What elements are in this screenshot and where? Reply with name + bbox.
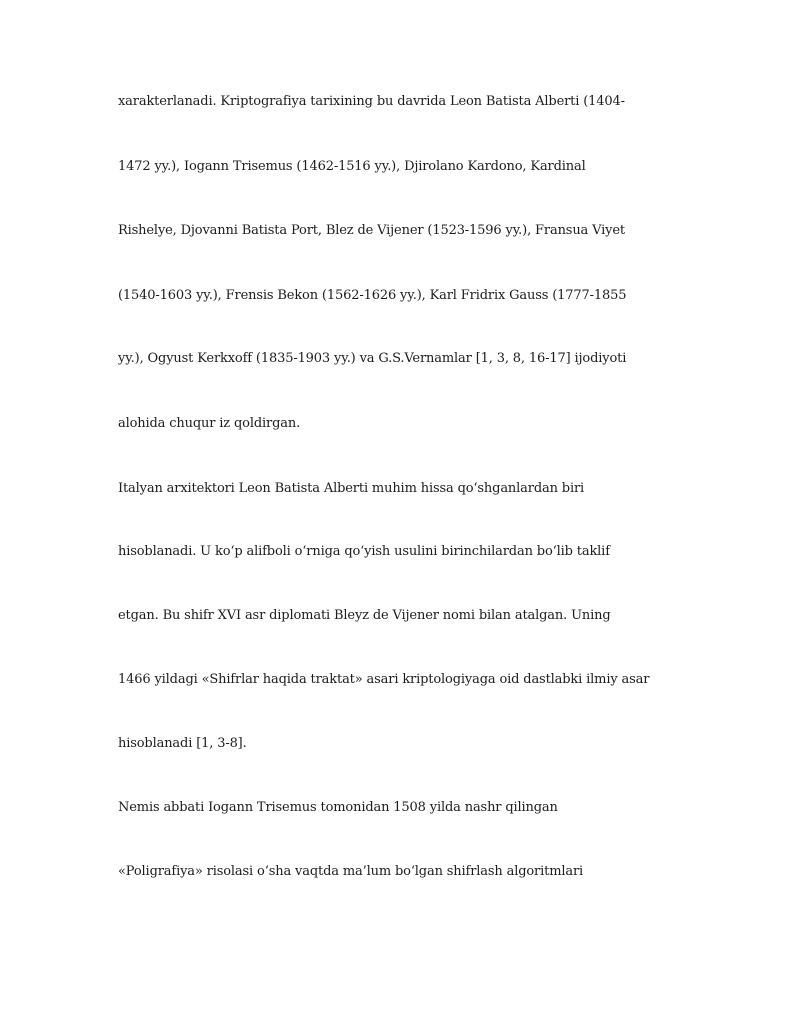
text-line: «Poligrafiya» risolasi o‘sha vaqtda ma’lum bo‘lgan shifrlash algoritmlari	[118, 864, 584, 879]
text-line: etgan. Bu shifr XVI asr diplomati Bleyz de Vijener nomi bilan atalgan. Uning	[118, 608, 611, 623]
text-line: hisoblanadi. U ko‘p alifboli o‘rniga qo‘yish usulini birinchilardan bo‘lib taklif	[118, 544, 610, 559]
text-line: alohida chuqur iz qoldirgan.	[118, 416, 301, 431]
text-line: xarakterlanadi. Kriptografiya tarixining bu davrida Leon Batista Alberti (1404-	[118, 94, 625, 109]
text-line: 1472 yy.), Iogann Trisemus (1462-1516 yy.), Djirolano Kardono, Kardinal	[118, 159, 586, 174]
text-line: 1466 yildagi «Shifrlar haqida traktat» asari kriptologiyaga oid dastlabki ilmiy asar	[118, 672, 650, 687]
text-line: Nemis abbati Iogann Trisemus tomonidan 1508 yilda nashr qilingan	[118, 800, 558, 815]
text-line: yy.), Ogyust Kerkxoff (1835-1903 yy.) va G.S.Vernamlar [1, 3, 8, 16-17] ijodiyoti	[118, 351, 627, 366]
text-line: hisoblanadi [1, 3-8].	[118, 736, 247, 751]
text-line: (1540-1603 yy.), Frensis Bekon (1562-1626 yy.), Karl Fridrix Gauss (1777-1855	[118, 288, 627, 303]
text-line: Italyan arxitektori Leon Batista Alberti muhim hissa qo‘shganlardan biri	[118, 481, 585, 496]
text-line: Rishelye, Djovanni Batista Port, Blez de Vijener (1523-1596 yy.), Fransua Viyet	[118, 223, 625, 238]
